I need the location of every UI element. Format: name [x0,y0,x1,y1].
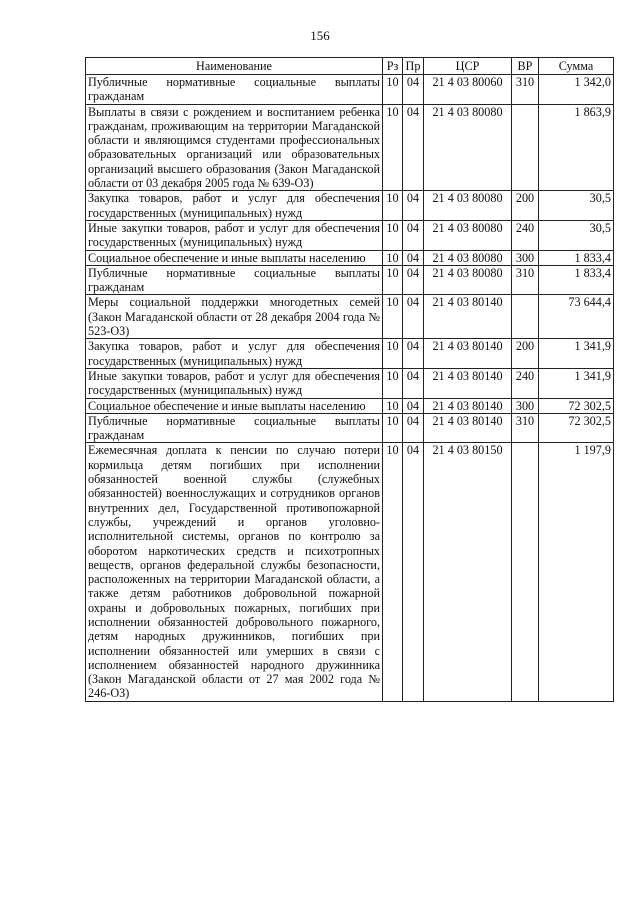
cell-rz: 10 [383,368,403,398]
cell-pr: 04 [403,295,424,339]
cell-pr: 04 [403,443,424,701]
cell-name: Закупка товаров, работ и услуг для обеспечения государственных (муниципальных) нужд [86,339,383,369]
cell-vr: 310 [512,413,539,443]
table-row [86,398,614,413]
cell-csr: 21 4 03 80140 [424,413,512,443]
cell-sum: 30,5 [539,220,614,250]
cell-pr: 04 [403,250,424,265]
cell-name: Социальное обеспечение и иные выплаты населению [86,250,383,265]
cell-name: Ежемесячная доплата к пенсии по случаю потери кормильца детям погибших при исполнении обязанностей военной службы (служебных обязанностей) военнослужащих и сотрудников органов внутренних дел, Государственной противопожарной службы, учреждений и органов уголовно-исполнительной системы, органов по контролю за оборотом наркотических средств и психотропных веществ, органов федеральной службы безопасности, расположенных на территории Магаданской области, а также детям работников добровольной пожарной охраны и добровольных пожарных, погибших при исполнении обязанностей добровольного пожарного, детям народных дружинников, погибших при исполнении обязанностей или умерших в связи с исполнением обязанностей народного дружинника (Закон Магаданской области от 27 мая 2002 года № 246-ОЗ) [86,443,383,701]
table-row [86,339,614,369]
table-row [86,413,614,443]
cell-name: Меры социальной поддержки многодетных семей (Закон Магаданской области от 28 декабря 2004 года № 523-ОЗ) [86,295,383,339]
cell-sum: 1 197,9 [539,443,614,701]
cell-sum: 30,5 [539,191,614,221]
cell-rz: 10 [383,339,403,369]
cell-name: Выплаты в связи с рождением и воспитанием ребенка гражданам, проживающим на территории Магаданской области и являющимся студентами профессиональных образовательных организаций или образовательных организаций высшего образования (Закон Магаданской области от 03 декабря 2005 года № 639-ОЗ) [86,104,383,191]
table-row [86,220,614,250]
header-csr: ЦСР [424,58,512,75]
cell-csr: 21 4 03 80150 [424,443,512,701]
cell-pr: 04 [403,75,424,105]
cell-rz: 10 [383,265,403,295]
header-vr: ВР [512,58,539,75]
cell-vr: 200 [512,339,539,369]
cell-sum: 1 863,9 [539,104,614,191]
cell-sum: 1 341,9 [539,339,614,369]
table-row [86,443,614,701]
table-row [86,368,614,398]
table-row [86,295,614,339]
cell-name: Иные закупки товаров, работ и услуг для обеспечения государственных (муниципальных) нужд [86,220,383,250]
cell-csr: 21 4 03 80140 [424,368,512,398]
budget-table [85,57,614,702]
cell-csr: 21 4 03 80060 [424,75,512,105]
page-number: 156 [310,28,330,43]
header-rz: Рз [383,58,403,75]
cell-vr: 300 [512,398,539,413]
cell-name: Закупка товаров, работ и услуг для обеспечения государственных (муниципальных) нужд [86,191,383,221]
cell-name: Социальное обеспечение и иные выплаты населению [86,398,383,413]
cell-sum: 1 342,0 [539,75,614,105]
cell-pr: 04 [403,339,424,369]
cell-pr: 04 [403,398,424,413]
cell-csr: 21 4 03 80080 [424,104,512,191]
table-row [86,75,614,105]
cell-name: Публичные нормативные социальные выплаты гражданам [86,265,383,295]
table-row [86,250,614,265]
cell-vr: 240 [512,368,539,398]
cell-pr: 04 [403,368,424,398]
cell-rz: 10 [383,191,403,221]
table-row [86,104,614,191]
cell-sum: 1 833,4 [539,250,614,265]
cell-sum: 73 644,4 [539,295,614,339]
cell-vr: 240 [512,220,539,250]
header-sum: Сумма [539,58,614,75]
cell-rz: 10 [383,398,403,413]
cell-vr [512,443,539,701]
cell-name: Публичные нормативные социальные выплаты гражданам [86,75,383,105]
header-name: Наименование [86,58,383,75]
cell-csr: 21 4 03 80080 [424,250,512,265]
cell-csr: 21 4 03 80080 [424,220,512,250]
cell-vr: 310 [512,75,539,105]
cell-vr: 310 [512,265,539,295]
cell-vr: 300 [512,250,539,265]
cell-csr: 21 4 03 80080 [424,191,512,221]
cell-rz: 10 [383,104,403,191]
cell-csr: 21 4 03 80080 [424,265,512,295]
cell-rz: 10 [383,250,403,265]
cell-csr: 21 4 03 80140 [424,295,512,339]
cell-csr: 21 4 03 80140 [424,339,512,369]
cell-sum: 1 833,4 [539,265,614,295]
cell-pr: 04 [403,220,424,250]
cell-rz: 10 [383,75,403,105]
cell-pr: 04 [403,265,424,295]
table-row [86,265,614,295]
cell-sum: 72 302,5 [539,413,614,443]
cell-pr: 04 [403,104,424,191]
table-header-row [86,58,614,75]
cell-rz: 10 [383,413,403,443]
header-pr: Пр [403,58,424,75]
cell-name: Публичные нормативные социальные выплаты гражданам [86,413,383,443]
cell-vr [512,104,539,191]
cell-rz: 10 [383,295,403,339]
cell-rz: 10 [383,220,403,250]
cell-vr [512,295,539,339]
cell-sum: 1 341,9 [539,368,614,398]
cell-sum: 72 302,5 [539,398,614,413]
cell-pr: 04 [403,413,424,443]
cell-name: Иные закупки товаров, работ и услуг для обеспечения государственных (муниципальных) нужд [86,368,383,398]
cell-vr: 200 [512,191,539,221]
cell-csr: 21 4 03 80140 [424,398,512,413]
table-row [86,191,614,221]
cell-rz: 10 [383,443,403,701]
cell-pr: 04 [403,191,424,221]
